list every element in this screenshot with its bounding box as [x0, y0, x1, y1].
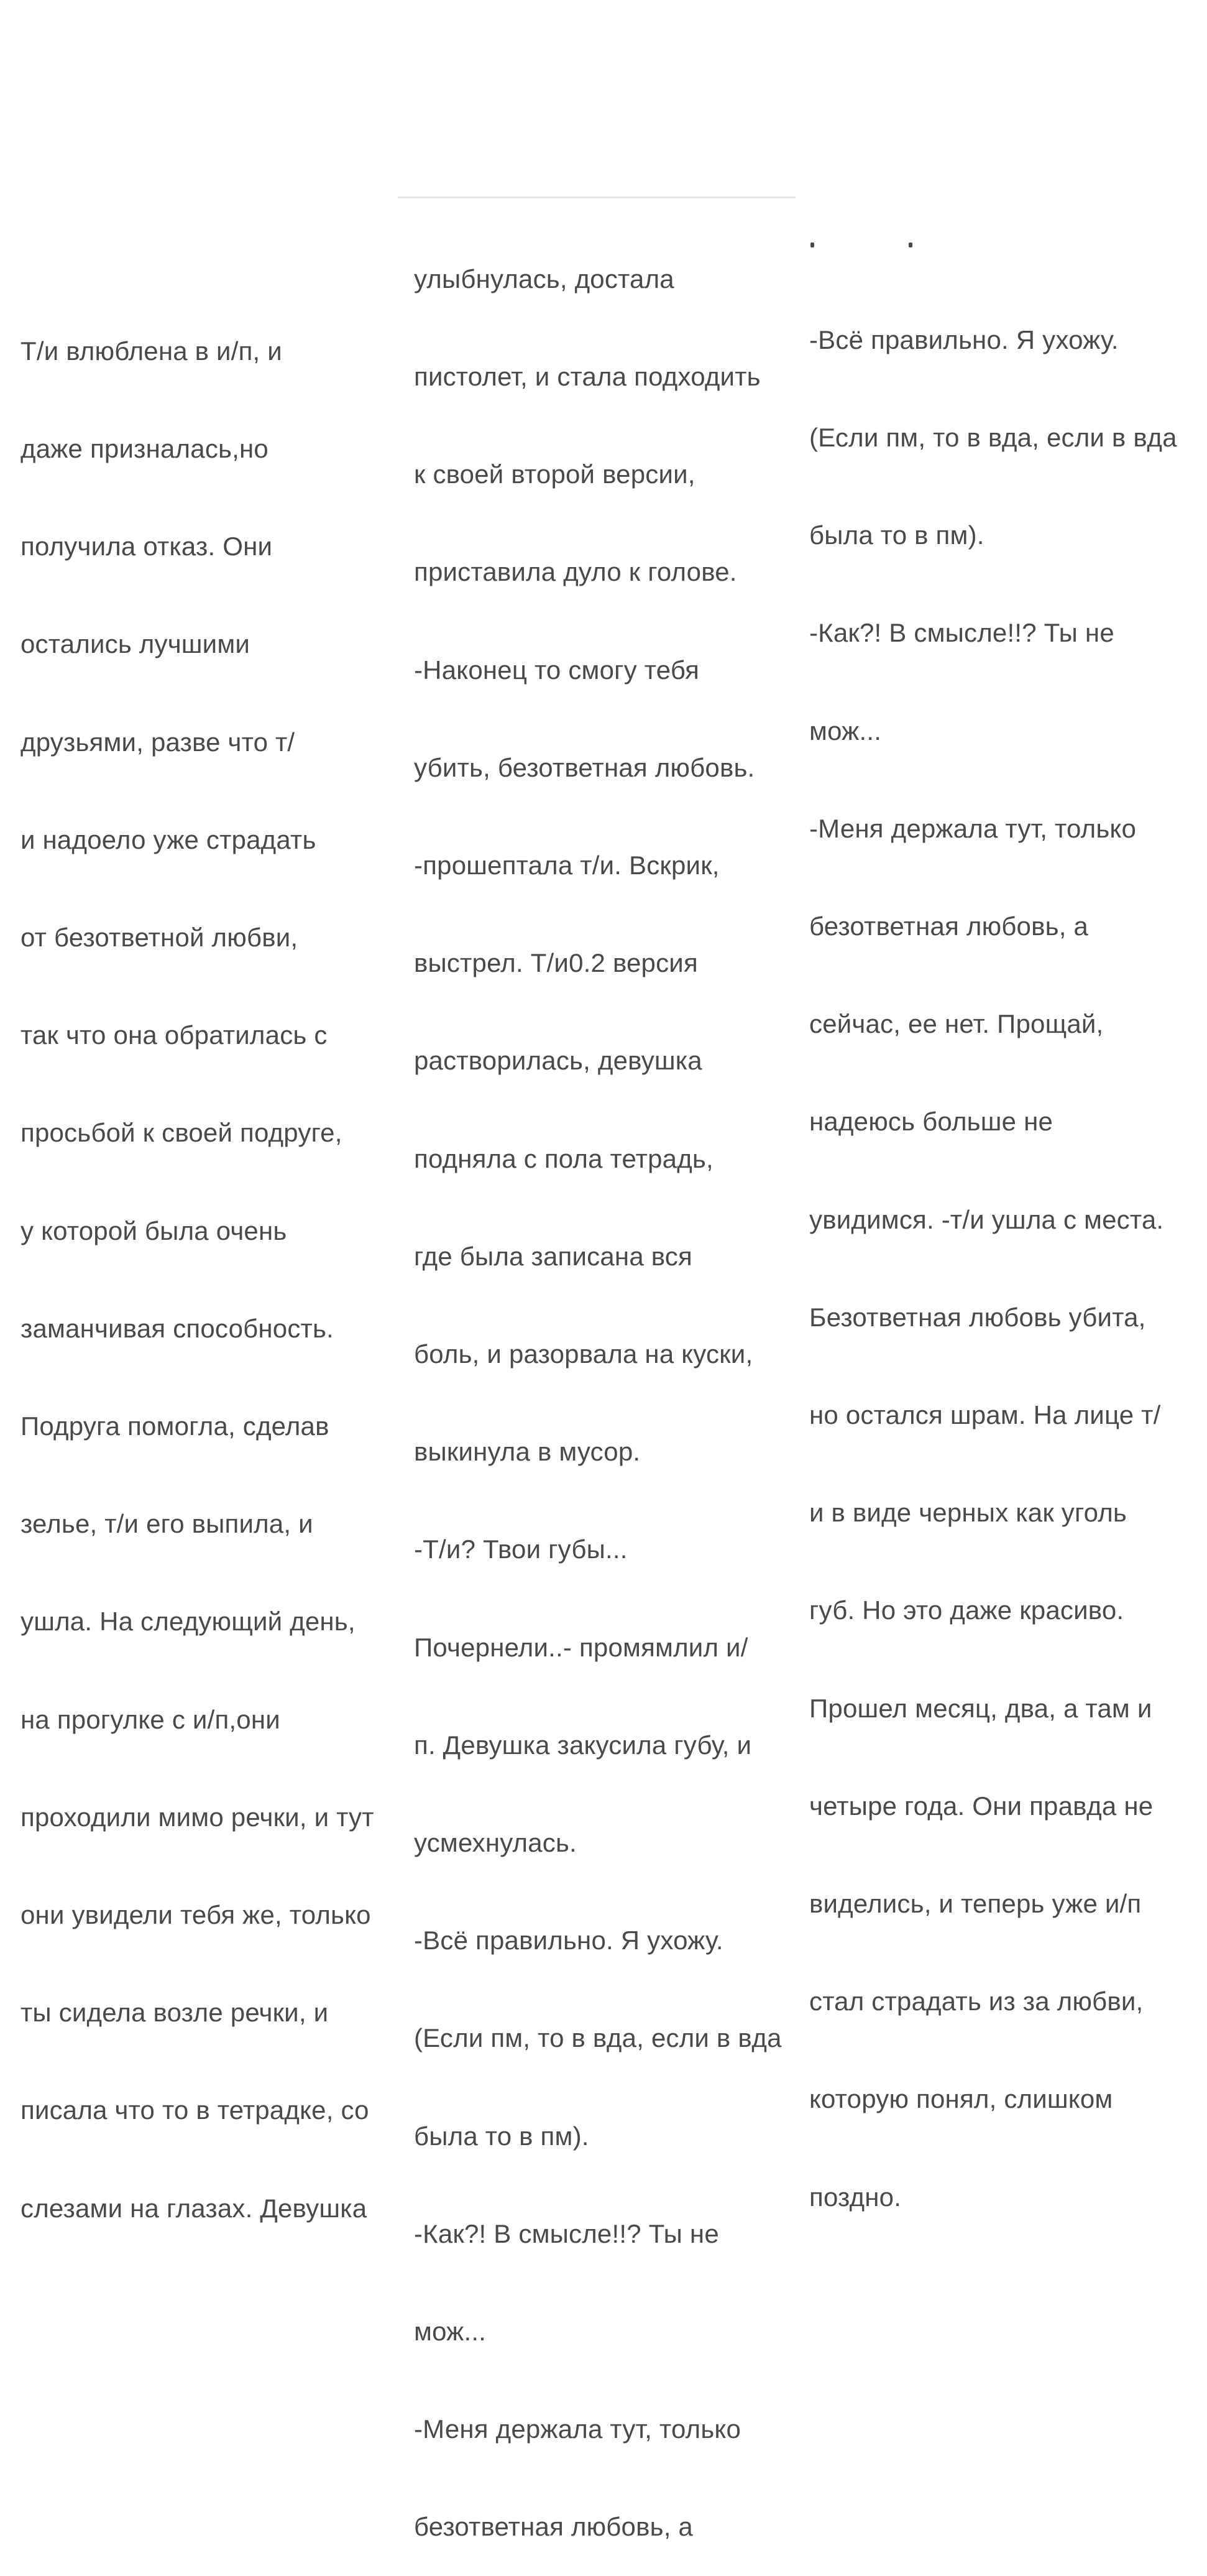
- text-column-right: [809, 259, 1207, 2246]
- text-line: ушла. На следующий день,: [21, 1607, 356, 1637]
- text-line: -прошептала т/и. Вскрик,: [414, 851, 720, 880]
- text-line: писала что то в тетрадке, со: [21, 2095, 369, 2125]
- text-line: убить, безответная любовь.: [414, 752, 755, 782]
- cropped-glyph-mark: [909, 242, 912, 247]
- text-line: заманчивая способность.: [21, 1313, 334, 1343]
- text-line: слезами на глазах. Девушка: [21, 2193, 367, 2223]
- text-line: ты сидела возле речки, и: [21, 1998, 329, 2028]
- text-line: -Всё правильно. Я ухожу.: [414, 1926, 723, 1955]
- text-line: и надоело уже страдать: [21, 824, 316, 854]
- text-line: друзьями, разве что т/: [21, 727, 295, 757]
- text-line: улыбнулась, достала: [414, 264, 674, 293]
- text-line: от безответной любви,: [21, 923, 298, 953]
- text-line: губ. Но это даже красиво.: [809, 1595, 1124, 1625]
- text-line: сейчас, ее нет. Прощай,: [809, 1009, 1104, 1039]
- text-line: мож...: [414, 2317, 487, 2347]
- text-line: -Как?! В смысле!!? Ты не: [809, 618, 1114, 648]
- text-line: (Если пм, то в вда, если в вда: [809, 423, 1177, 453]
- text-line: получила отказ. Они: [21, 532, 273, 561]
- text-line: -Меня держала тут, только: [809, 813, 1137, 843]
- text-line: зелье, т/и его выпила, и: [21, 1509, 313, 1539]
- cropped-glyph-mark: [810, 242, 814, 247]
- text-line: и в виде черных как уголь: [809, 1498, 1127, 1528]
- text-line: остались лучшими: [21, 629, 250, 659]
- text-line: -Наконец то смогу тебя: [414, 655, 700, 685]
- text-line: они увидели тебя же, только: [21, 1900, 371, 1930]
- text-line: на прогулке с и/п,они: [21, 1704, 280, 1734]
- text-line: п. Девушка закусила губу, и: [414, 1730, 752, 1760]
- text-line: но остался шрам. На лице т/: [809, 1400, 1161, 1430]
- text-line: боль, и разорвала на куски,: [414, 1339, 753, 1369]
- text-line: -Всё правильно. Я ухожу.: [809, 325, 1119, 354]
- text-line: -Как?! В смысле!!? Ты не: [414, 2218, 719, 2248]
- text-column-left: [21, 270, 393, 2257]
- text-line: где была записана вся: [414, 1241, 692, 1271]
- text-line: выкинула в мусор.: [414, 1437, 641, 1467]
- text-line: (Если пм, то в вда, если в вда: [414, 2023, 782, 2053]
- text-line: просьбой к своей подруге,: [21, 1118, 342, 1148]
- text-line: так что она обратилась с: [21, 1020, 328, 1050]
- text-line: надеюсь больше не: [809, 1107, 1053, 1137]
- text-line: безответная любовь, а: [414, 2512, 693, 2542]
- text-line: четыре года. Они правда не: [809, 1791, 1154, 1821]
- cropped-text-fragment: [809, 240, 921, 250]
- text-line: Безответная любовь убита,: [809, 1302, 1146, 1332]
- text-line: растворилась, девушка: [414, 1046, 702, 1076]
- text-line: Подруга помогла, сделав: [21, 1411, 329, 1441]
- text-line: приставила дуло к голове.: [414, 557, 737, 587]
- text-line: к своей второй версии,: [414, 459, 695, 489]
- text-column-middle: [414, 198, 799, 2576]
- text-line: которую понял, слишком: [809, 2084, 1113, 2114]
- text-line: пистолет, и стала подходить: [414, 362, 761, 392]
- text-line: Почернели..- промямлил и/: [414, 1632, 748, 1662]
- text-line: стал страдать из за любви,: [809, 1987, 1144, 2016]
- text-line: увидимся. -т/и ушла с места.: [809, 1204, 1164, 1234]
- text-line: усмехнулась.: [414, 1828, 577, 1858]
- text-line: выстрел. Т/и0.2 версия: [414, 948, 698, 978]
- text-line: подняла с пола тетрадь,: [414, 1143, 714, 1173]
- text-line: проходили мимо речки, и тут: [21, 1802, 374, 1832]
- text-line: поздно.: [809, 2182, 902, 2212]
- text-line: безответная любовь, а: [809, 912, 1088, 941]
- text-line: была то в пм).: [809, 520, 984, 550]
- text-line: -Меня держала тут, только: [414, 2414, 741, 2444]
- text-line: мож...: [809, 716, 882, 746]
- text-line: Прошел месяц, два, а там и: [809, 1693, 1152, 1723]
- text-line: виделись, и теперь уже и/п: [809, 1889, 1142, 1919]
- text-line: Т/и влюблена в и/п, и: [21, 336, 282, 366]
- text-line: -Т/и? Твои губы...: [414, 1535, 628, 1564]
- text-line: у которой была очень: [21, 1216, 287, 1245]
- text-line: была то в пм).: [414, 2121, 589, 2151]
- text-line: даже призналась,но: [21, 434, 268, 464]
